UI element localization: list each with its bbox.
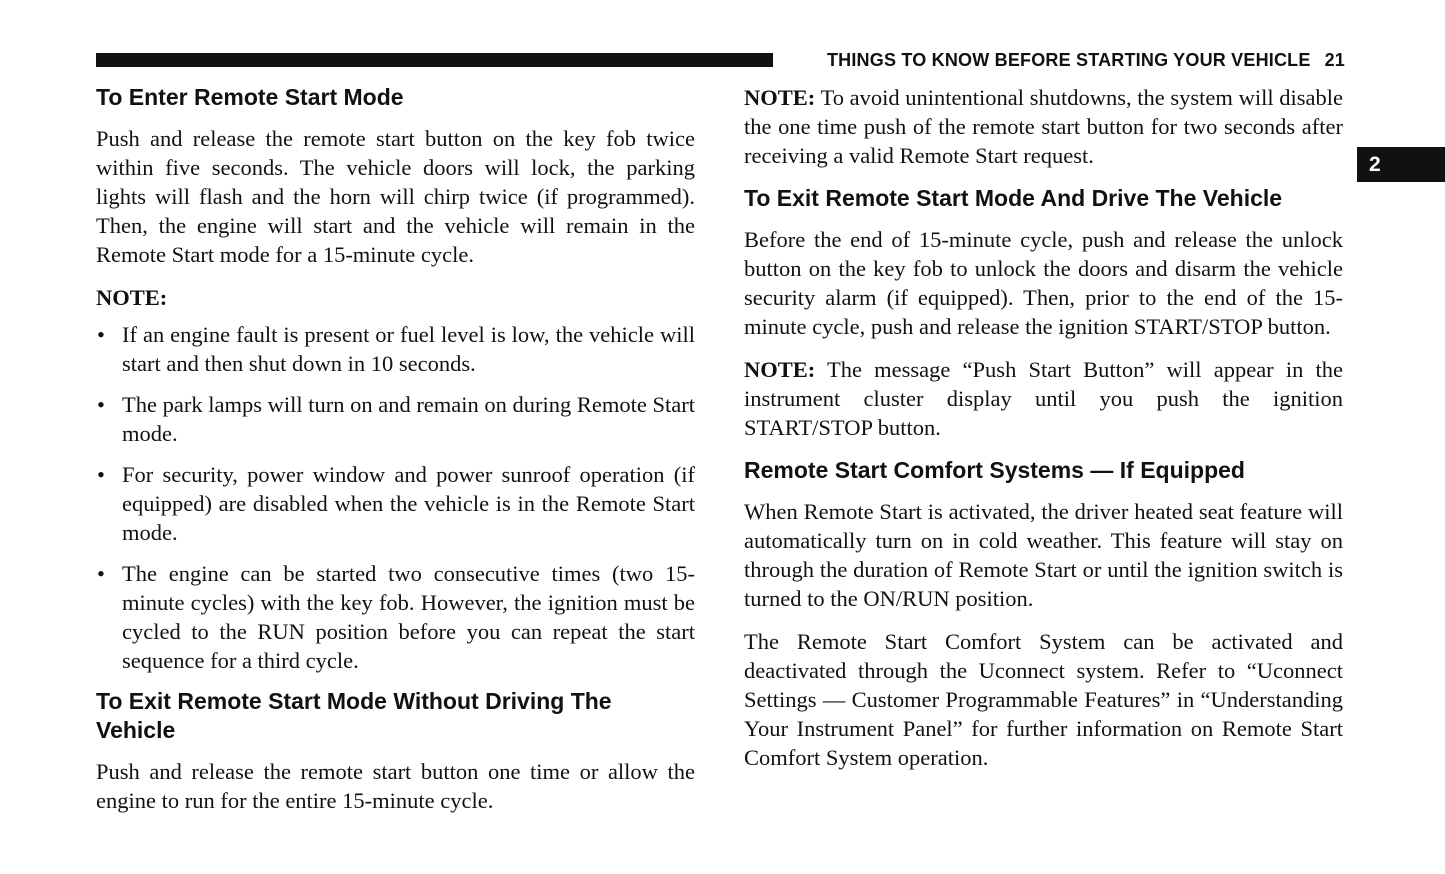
paragraph-enter-remote-start: Push and release the remote start button on the key fob twice within five seconds. The vehicle doors will lock, the parking lights will flash and the horn will chirp twice (if programmed). Then, the engine will start and the vehicle will remain in the Remote Start mode for a 15-minute cycle. [96, 126, 695, 267]
paragraph-comfort-activation: When Remote Start is activated, the driver heated seat feature will automatically turn on in cold weather. This feature will stay on through the duration of Remote Start or until the ignition switch is turned to the ON/RUN position. [744, 499, 1343, 611]
note-label [96, 283, 695, 312]
bullet-icon: • [97, 561, 105, 586]
list-item-text: If an engine fault is present or fuel level is low, the vehicle will start and then shut down in 10 seconds. [122, 322, 695, 376]
note-bullet-list [96, 320, 695, 675]
list-item [96, 390, 695, 448]
list-item [96, 320, 695, 378]
paragraph-comfort-uconnect: The Remote Start Comfort System can be activated and deactivated through the Uconnect system. Refer to “Uconnect Settings — Customer Programmable Features” in “Understanding Your Instrument Panel” for further information on Remote Start Comfort System operation. [744, 629, 1343, 770]
note-label-text: NOTE: [744, 357, 816, 382]
list-item-text: For security, power window and power sunroof operation (if equipped) are disabled when the vehicle is in the Remote Start mode. [122, 462, 695, 545]
note-label-text: NOTE: [744, 85, 816, 110]
section-heading-enter-remote-start: To Enter Remote Start Mode [96, 84, 404, 110]
bullet-icon: • [97, 322, 105, 347]
section-heading-exit-without-driving: To Exit Remote Start Mode Without Driving The Vehicle [96, 688, 612, 743]
right-column [744, 83, 1343, 786]
note-push-start [744, 355, 1343, 442]
page-number: 21 [1324, 50, 1345, 70]
list-item-text: The engine can be started two consecutive times (two 15-minute cycles) with the key fob. However, the ignition must be cycled to the RUN position before you can repeat the start sequence for a third cycle. [122, 561, 695, 673]
list-item [96, 559, 695, 675]
note-shutdowns [744, 83, 1343, 170]
bullet-icon: • [97, 392, 105, 417]
running-header [827, 50, 1345, 71]
paragraph-exit-and-drive: Before the end of 15-minute cycle, push and release the unlock button on the key fob to unlock the doors and disarm the vehicle security alarm (if equipped). Then, prior to the end of the 15-minute cycle, push and release the ignition START/STOP button. [744, 227, 1343, 339]
list-item-text: The park lamps will turn on and remain on during Remote Start mode. [122, 392, 696, 446]
bullet-icon: • [97, 462, 105, 487]
note-text: To avoid unintentional shutdowns, the system will disable the one time push of the remote start button for two seconds after receiving a valid Remote Start request. [744, 85, 1343, 168]
note-text: The message “Push Start Button” will appear in the instrument cluster display until you push the ignition START/STOP button. [744, 357, 1343, 440]
note-label-text: NOTE: [96, 285, 168, 310]
paragraph-exit-without-driving: Push and release the remote start button one time or allow the engine to run for the entire 15-minute cycle. [96, 759, 695, 813]
running-title: THINGS TO KNOW BEFORE STARTING YOUR VEHICLE [826, 50, 1311, 70]
section-heading-exit-and-drive: To Exit Remote Start Mode And Drive The Vehicle [744, 185, 1283, 211]
chapter-number: 2 [1369, 153, 1381, 176]
chapter-tab [1357, 147, 1445, 182]
header-rule [96, 53, 773, 67]
list-item [96, 460, 695, 547]
section-heading-comfort-systems: Remote Start Comfort Systems — If Equipped [744, 457, 1245, 483]
left-column [96, 83, 695, 829]
